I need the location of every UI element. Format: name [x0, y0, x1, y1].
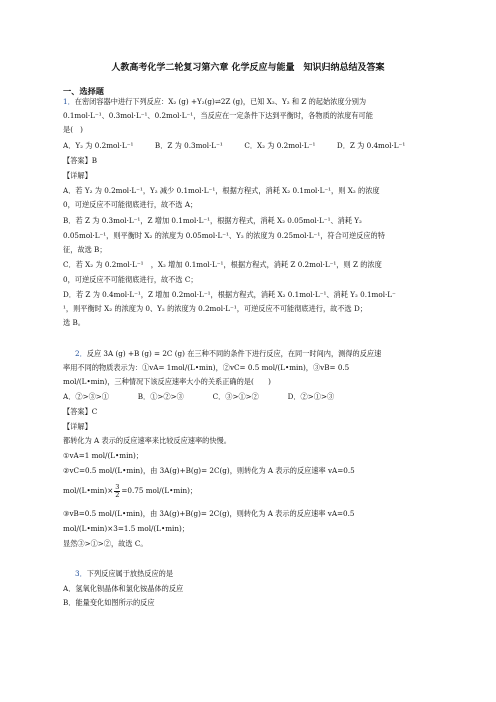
q2-conclusion: 显然③>①>②，故选 C。: [63, 539, 148, 548]
section-heading: 一、选择题: [63, 86, 104, 96]
q1-explain-b2: 0.05mol·L⁻¹，则平衡时 X₂ 的浓度为 0.05mol·L⁻¹、Y₂ 的浓度为 0.25mol·L⁻¹，符合可逆反应的特: [63, 231, 385, 240]
q3-number: 3．: [75, 569, 87, 578]
q1-explain-d2: ¹，则平衡时 X₂ 的浓度为 0、Y₂ 的浓度为 0.2mol·L⁻¹，可逆反应不可能彻底进行，故不选 D；: [63, 304, 367, 313]
q2-explain-1: ①vA=1 mol/(L•min)；: [63, 451, 143, 460]
q1-explain-b3: 征，故选 B；: [63, 245, 107, 254]
fraction: $\frac{3}{2}$: [115, 483, 120, 499]
q1-explain-c1: C．若 X₂ 为 0.2mol·L⁻¹ ，X₂ 增加 0.1mol·L⁻¹，根据方程式，消耗 Z 0.2mol·L⁻¹，则 Z 的浓度: [63, 260, 382, 269]
q1-explain-heading: 【详解】: [63, 171, 92, 180]
q3-line-0: 3．下列反应属于放热反应的是: [75, 569, 174, 578]
q2-explain-3b: mol/(L•min)×3=1.5 mol/(L•min)；: [63, 524, 189, 533]
q3-option-a: A．氢氧化钡晶体和氯化铵晶体的反应: [63, 584, 184, 593]
q1-explain-c2: 0，可逆反应不可能彻底进行，故不选 C；: [63, 275, 198, 284]
q1-line-2: 是( ): [63, 125, 83, 134]
q1-answer: 【答案】B: [63, 156, 98, 165]
q2-answer: 【答案】C: [63, 407, 98, 416]
q2-explain-intro: 都转化为 A 表示的反应速率来比较反应速率的快慢。: [63, 436, 231, 445]
q2-explain-heading: 【详解】: [63, 422, 92, 431]
q1-explain-d3: 选 B。: [63, 318, 85, 327]
q2-line-2: mol/(L•min)，三种情况下该反应速率大小的关系正确的是( ): [63, 377, 271, 386]
q2-line-0: 2．反应 3A (g) +B (g) = 2C (g) 在三种不同的条件下进行反应，在同一时间内，测得的反应速: [75, 349, 382, 358]
page-title: 人教高考化学二轮复习第六章 化学反应与能量 知识归纳总结及答案: [111, 63, 385, 73]
q2-explain-2a: ②vC=0.5 mol/(L•min)，由 3A(g)+B(g)= 2C(g)，则转化为 A 表示的反应速率 vA=0.5: [63, 466, 355, 475]
q2-explain-3a: ③vB=0.5 mol/(L•min)，由 3A(g)+B(g)= 2C(g)，则转化为 A 表示的反应速率 vA=0.5: [63, 509, 355, 518]
q1-explain-a1: A．若 Y₂ 为 0.2mol·L⁻¹，Y₂ 减少 0.1mol·L⁻¹，根据方程式，消耗 X₂ 0.1mol·L⁻¹，则 X₂ 的浓度: [63, 186, 380, 195]
q3-option-b: B．能量变化如图所示的反应: [63, 598, 155, 607]
q1-explain-b1: B．若 Z 为 0.3mol·L⁻¹，Z 增加 0.1mol·L⁻¹，根据方程式，消耗 X₂ 0.05mol·L⁻¹、消耗 Y₂: [63, 216, 362, 225]
q1-number: 1．: [63, 97, 75, 106]
q2-options: A．②>③>① B．①>②>③ C．③>①>② D．②>①>③: [63, 392, 335, 401]
q1-options: A．Y₂ 为 0.2mol·L⁻¹ B．Z 为 0.3mol·L⁻¹ C．X₂ 为 0.2mol·L⁻¹ D．Z 为 0.4mol·L⁻¹: [63, 141, 406, 150]
q1-explain-a2: 0，可逆反应不可能彻底进行，故不选 A；: [63, 200, 198, 209]
q2-number: 2．: [75, 349, 87, 358]
q2-explain-2b: mol/(L•min)× $\frac{3}{2}$ =0.75 mol/(L•min)；: [63, 483, 198, 499]
q1-line-1: 0.1mol·L⁻¹、0.3mol·L⁻¹、0.2mol·L⁻¹，当反应在一定条件下达到平衡时，各物质的浓度有可能: [63, 111, 373, 120]
q2-line-1: 率用不同的物质表示为：①vA= 1mol/(L•min)，②vC= 0.5 mol/(L•min)，③vB= 0.5: [63, 363, 350, 372]
q1-line-0: 1．在密闭容器中进行下列反应：X₂ (g) +Y₂(g)⇌2Z (g)，已知 X₂、Y₂ 和 Z 的起始浓度分别为: [63, 97, 367, 106]
q1-explain-d1: D．若 Z 为 0.4mol·L⁻¹，Z 增加 0.2mol·L⁻¹，根据方程式，消耗 X₂ 0.1mol·L⁻¹、消耗 Y₂ 0.1mol·L⁻: [63, 290, 396, 299]
